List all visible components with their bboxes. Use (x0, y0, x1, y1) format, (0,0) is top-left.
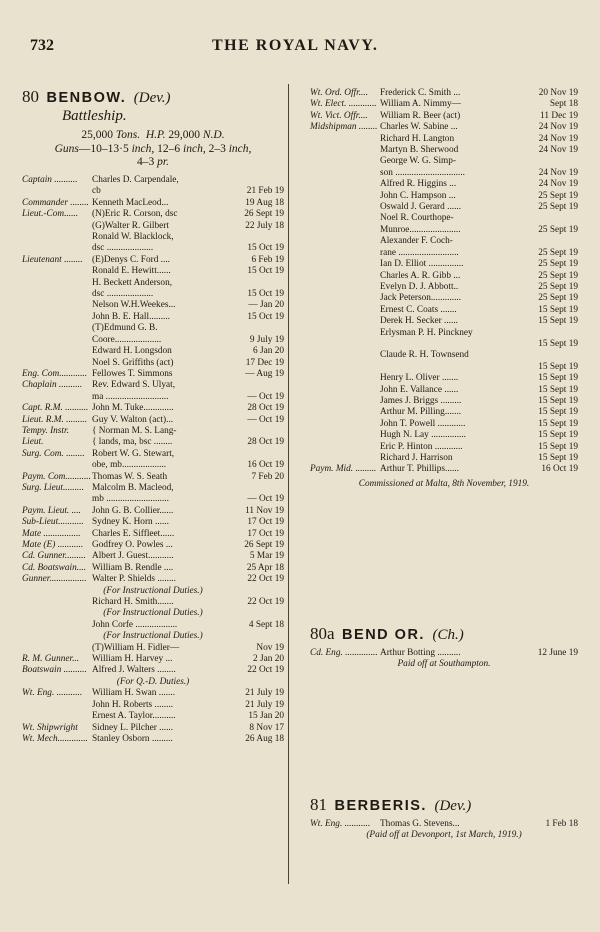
officer-entry (310, 111, 578, 122)
officer-entry (22, 734, 284, 745)
officer-name: Malcolm B. Macleod, (92, 482, 174, 493)
officer-rank: Wt. Shipwright (22, 722, 78, 733)
officer-name: George W. G. Simp- (380, 156, 457, 167)
seniority-date: 4 Sept 18 (248, 619, 284, 630)
officer-name: Alexander F. Coch- (380, 236, 453, 247)
duty-note: (For Q.-D. Duties.) (116, 676, 190, 687)
seniority-date: Nov 19 (256, 642, 284, 653)
officer-rank: Wt. Ord. Offr.... (310, 88, 369, 98)
seniority-date: 26 Sept 19 (244, 209, 284, 220)
officer-name: Edward H. Longsdon (92, 346, 172, 357)
officer-entry (310, 419, 578, 430)
duty-note: (For Instructional Duties.) (103, 608, 203, 619)
ship-number: 80 (22, 87, 39, 106)
officer-entry (22, 437, 284, 448)
officer-name: Charles D. Carpendale, (92, 175, 179, 185)
page-number: 732 (30, 37, 54, 54)
officer-entry (22, 449, 284, 460)
officer-rank: R. M. Gunner... (22, 654, 80, 665)
officer-list (310, 648, 578, 659)
seniority-date: 25 Sept 19 (538, 270, 578, 281)
seniority-date: 24 Nov 19 (538, 122, 578, 133)
officer-name: Albert J. Guest........... (92, 551, 174, 562)
officer-entry (310, 430, 578, 441)
seniority-date: 15 Oct 19 (247, 289, 284, 300)
officer-rank: Lieut. (22, 437, 44, 448)
officer-entry (22, 243, 284, 254)
officer-name: Stanley Osborn ......... (92, 733, 173, 744)
officer-name: Richard H. Smith....... (92, 597, 174, 608)
seniority-date: 15 Sept 19 (538, 316, 578, 327)
seniority-date: 7 Feb 20 (251, 471, 284, 482)
officer-name: (E)Denys C. Ford .... (92, 254, 170, 265)
officer-name: Ronald E. Hewitt...... (92, 266, 171, 277)
officer-name: (T)Edmund G. B. (92, 323, 158, 334)
officer-entry (310, 293, 578, 304)
officer-name: John E. Vallance ...... (380, 384, 459, 395)
seniority-date: 26 Sept 19 (244, 540, 284, 550)
officer-entry (22, 300, 284, 311)
officer-rank: Paym. Mid. ......... (310, 464, 377, 475)
officer-entry (22, 346, 284, 357)
seniority-date: 16 Oct 19 (247, 460, 284, 471)
officer-entry (310, 819, 578, 830)
officer-name: (G)Walter R. Gilbert (92, 220, 169, 231)
officer-entry (310, 122, 578, 133)
officer-entry (22, 392, 284, 403)
seniority-date: 15 Sept 19 (538, 361, 578, 372)
benbow-left-column (22, 88, 284, 745)
officer-rank: Cd. Boatswain.... (22, 562, 87, 573)
officer-entry (22, 278, 284, 289)
officer-name: ma ........................... (92, 391, 169, 402)
seniority-date: 15 Sept 19 (538, 395, 578, 406)
officer-name: { lands, ma, bsc ........ (92, 437, 173, 448)
seniority-date: 2 Jan 20 (253, 654, 284, 665)
officer-name: Sidney L. Pilcher ...... (92, 722, 174, 733)
officer-name: Noel R. Courthope- (380, 213, 454, 224)
officer-rank: Chaplain .......... (22, 380, 83, 391)
officer-entry (22, 551, 284, 562)
seniority-date: 6 Jan 20 (253, 346, 284, 357)
officer-entry (22, 198, 284, 209)
seniority-date: 22 Oct 19 (247, 597, 284, 608)
ship-guns: Guns—10–13·5 inch, 12–6 inch, 2–3 inch, 4–3 pr. (54, 143, 252, 168)
officer-name: mb ........................... (92, 494, 169, 505)
seniority-date: 24 Nov 19 (538, 179, 578, 190)
seniority-date: 1 Feb 18 (545, 819, 578, 829)
officer-rank: Surg. Lieut......... (22, 482, 84, 493)
officer-entry (310, 134, 578, 145)
seniority-date: 24 Nov 19 (538, 133, 578, 144)
ship-heading-benbow (22, 88, 284, 107)
officer-rank: Mate ................ (22, 528, 81, 539)
officer-rank: Gunner................ (22, 574, 87, 585)
officer-rank: Eng. Com............ (22, 368, 88, 379)
officer-entry (22, 209, 284, 220)
column-divider (288, 84, 289, 884)
officer-name: Kenneth MacLeod... (92, 197, 169, 208)
seniority-date: 15 Oct 19 (247, 243, 284, 254)
ship-heading-berberis: 81 BERBERIS. (Dev.) (310, 795, 472, 814)
officer-rank: Capt. R.M. .......... (22, 403, 89, 414)
officer-entry (310, 236, 578, 247)
officer-entry (310, 168, 578, 179)
officer-entry (22, 620, 284, 631)
seniority-date: 11 Nov 19 (245, 505, 284, 516)
seniority-date: 15 Sept 19 (538, 441, 578, 452)
officer-entry (310, 248, 578, 259)
seniority-date: 15 Sept 19 (538, 338, 578, 349)
officer-list-continued (310, 88, 578, 476)
officer-entry (310, 259, 578, 270)
seniority-date: 25 Sept 19 (538, 293, 578, 304)
officer-name: Thomas W. S. Seath (92, 471, 168, 482)
seniority-date: 12 June 19 (537, 648, 578, 658)
ship-class: (Dev.) (133, 90, 171, 106)
officer-entry (22, 415, 284, 426)
officer-name: Derek H. Secker ...... (380, 316, 458, 327)
seniority-date: 25 Sept 19 (538, 259, 578, 270)
ship-heading-bend-or: 80a BEND OR. (Ch.) (310, 624, 464, 643)
officer-entry (310, 407, 578, 418)
duty-note: (For Instructional Duties.) (103, 585, 203, 596)
seniority-date: Sept 18 (549, 99, 578, 110)
officer-entry (310, 88, 578, 99)
officer-entry (310, 396, 578, 407)
officer-rank: Commander ........ (22, 197, 89, 208)
ship-note: (Paid off at Devonport, 1st March, 1919.) (366, 830, 522, 841)
seniority-date: 25 Sept 19 (538, 247, 578, 258)
seniority-date: 6 Feb 19 (251, 254, 284, 265)
officer-rank: Wt. Mech............. (22, 733, 88, 744)
officer-list (310, 819, 578, 830)
officer-name: dsc .................... (92, 289, 154, 300)
officer-entry (22, 255, 284, 266)
officer-name: (T)William H. Fidler— (92, 642, 180, 653)
officer-entry (310, 202, 578, 213)
officer-rank: Captain .......... (22, 175, 78, 185)
officer-rank: Surg. Com. ........ (22, 448, 85, 459)
seniority-date: 21 July 19 (245, 688, 284, 699)
officer-rank: Midshipman ........ (310, 122, 378, 133)
officer-name: Arthur M. Pilling....... (380, 407, 462, 418)
officer-name: Richard J. Harrison (380, 453, 453, 463)
seniority-date: 15 Jan 20 (248, 711, 284, 722)
officer-name: Thomas G. Stevens... (380, 819, 460, 829)
officer-rank: Wt. Vict. Offr.... (310, 110, 368, 121)
officer-entry (310, 225, 578, 236)
seniority-date: 17 Oct 19 (247, 517, 284, 528)
officer-entry (22, 723, 284, 734)
officer-name: Henry L. Oliver ....... (380, 373, 459, 384)
officer-name: Jack Peterson............. (380, 293, 462, 304)
officer-entry (310, 191, 578, 202)
officer-entry (22, 540, 284, 551)
officer-name: John G. B. Collier...... (92, 505, 174, 516)
seniority-date: 28 Oct 19 (247, 403, 284, 414)
officer-name: H. Beckett Anderson, (92, 277, 173, 288)
officer-name: son .............................. (380, 167, 465, 178)
officer-name: John Corfe .................. (92, 619, 178, 630)
seniority-date: — Oct 19 (247, 391, 284, 402)
seniority-date: 28 Oct 19 (247, 437, 284, 448)
officer-entry (22, 483, 284, 494)
officer-entry (310, 282, 578, 293)
officer-name: William H. Swan ....... (92, 688, 176, 699)
seniority-date: 15 Sept 19 (538, 453, 578, 463)
seniority-date: 25 Sept 19 (538, 202, 578, 213)
officer-entry (310, 373, 578, 384)
seniority-date: 21 July 19 (245, 699, 284, 710)
officer-name: William H. Harvey ... (92, 654, 173, 665)
officer-entry (310, 385, 578, 396)
seniority-date: 8 Nov 17 (249, 722, 284, 733)
seniority-date: 15 Sept 19 (538, 430, 578, 441)
officer-rank: Lieutenant ........ (22, 254, 83, 265)
officer-entry (310, 213, 578, 224)
seniority-date: 24 Nov 19 (538, 167, 578, 178)
officer-rank: Lieut. R.M. ......... (22, 414, 88, 425)
officer-name: Eric P. Hinton ............ (380, 441, 463, 452)
officer-name: Noel S. Griffiths (act) (92, 357, 174, 368)
seniority-date: 25 Sept 19 (538, 281, 578, 292)
officer-name: Guy V. Walton (act)... (92, 414, 174, 425)
officer-entry (310, 464, 578, 475)
officer-name: Hugh N. Lay ............... (380, 430, 466, 441)
officer-list (22, 175, 284, 745)
officer-name: William R. Beer (act) (380, 110, 461, 121)
officer-name: William B. Rendle .... (92, 562, 174, 573)
officer-name: Arthur Botting .......... (380, 648, 461, 658)
seniority-date: 15 Sept 19 (538, 304, 578, 315)
officer-rank: Cd. Gunner......... (22, 551, 86, 562)
officer-entry (22, 665, 284, 676)
officer-entry (310, 156, 578, 167)
seniority-date: — Jan 20 (248, 300, 284, 311)
officer-name: Rev. Edward S. Ulyat, (92, 380, 176, 391)
officer-name: Evelyn D. J. Abbott.. (380, 281, 459, 292)
seniority-date: 15 Sept 19 (538, 418, 578, 429)
officer-name: (N)Eric R. Corson, dsc (92, 209, 178, 220)
seniority-date: 19 Aug 18 (245, 197, 284, 208)
officer-name: Erlysman P. H. Pinckney (380, 327, 473, 338)
officer-name: John B. E. Hall......... (92, 311, 170, 322)
officer-rank: Sub-Lieut........... (22, 517, 84, 528)
ship-note: Paid off at Southampton. (397, 659, 491, 670)
officer-name: Ian D. Elliot ............... (380, 259, 464, 270)
officer-entry (22, 506, 284, 517)
officer-name: rane .......................... (380, 247, 459, 258)
officer-name: Fellowes T. Simmons (92, 368, 173, 379)
officer-name: Charles W. Sabine ... (380, 122, 458, 133)
officer-entry (22, 335, 284, 346)
seniority-date: 24 Nov 19 (538, 145, 578, 156)
ship-name: BENBOW. (46, 90, 127, 106)
commission-note: Commissioned at Malta, 8th November, 1919. (358, 478, 530, 489)
seniority-date: 15 Oct 19 (247, 266, 284, 277)
seniority-date: 5 Mar 19 (249, 551, 284, 562)
officer-entry (310, 179, 578, 190)
seniority-date: 15 Oct 19 (247, 311, 284, 322)
seniority-date: 15 Sept 19 (538, 384, 578, 395)
seniority-date: 22 July 18 (245, 220, 284, 231)
officer-name: Walter P. Shields ........ (92, 574, 176, 585)
officer-entry (310, 648, 578, 659)
officer-entry (22, 688, 284, 699)
seniority-date: 21 Feb 19 (246, 186, 284, 197)
officer-entry (22, 369, 284, 380)
officer-name: Arthur T. Phillips...... (380, 464, 459, 475)
officer-name: Frederick C. Smith ... (380, 88, 461, 98)
officer-name: Godfrey O. Powles ... (92, 540, 173, 550)
officer-entry (22, 175, 284, 186)
seniority-date: 25 Sept 19 (538, 190, 578, 201)
officer-name: Alfred R. Higgins ... (380, 179, 457, 190)
seniority-date: 20 Nov 19 (538, 88, 578, 98)
officer-name: Ernest A. Taylor.......... (92, 711, 176, 722)
officer-entry (22, 266, 284, 277)
officer-entry (22, 711, 284, 722)
benbow-right-column (310, 88, 578, 490)
officer-rank: Wt. Eng. ........... (310, 819, 371, 829)
seniority-date: 25 Apr 18 (246, 562, 284, 573)
officer-name: Charles E. Siffleet...... (92, 528, 175, 539)
officer-entry (310, 316, 578, 327)
officer-entry (22, 517, 284, 528)
officer-name: Munroe...................... (380, 224, 461, 235)
officer-entry (22, 494, 284, 505)
officer-entry (310, 453, 578, 464)
officer-name: Charles A. R. Gibb ... (380, 270, 461, 281)
officer-entry (22, 574, 284, 585)
officer-entry (310, 362, 578, 373)
officer-name: Richard H. Langton (380, 133, 455, 144)
officer-entry (22, 186, 284, 197)
officer-entry (22, 654, 284, 665)
officer-entry (22, 700, 284, 711)
officer-rank: Boatswain .......... (22, 665, 87, 676)
officer-entry (22, 563, 284, 574)
officer-entry (310, 350, 578, 361)
officer-entry (310, 339, 578, 350)
officer-entry (22, 472, 284, 483)
seniority-date: 9 July 19 (249, 334, 284, 345)
officer-name: John H. Roberts ........ (92, 699, 174, 710)
officer-entry (310, 442, 578, 453)
officer-rank: Wt. Eng. ........... (22, 688, 83, 699)
officer-name: Ernest C. Coats ....... (380, 304, 457, 315)
officer-entry (310, 145, 578, 156)
seniority-date: 16 Oct 19 (541, 464, 578, 475)
ship-type: Battleship. (62, 108, 127, 124)
officer-name: dsc .................... (92, 243, 154, 254)
officer-name: Claude R. H. Townsend (380, 350, 469, 361)
officer-rank: Paym. Com........... (22, 471, 91, 482)
seniority-date: 15 Sept 19 (538, 373, 578, 384)
officer-entry (310, 99, 578, 110)
officer-name: James J. Briggs ......... (380, 395, 462, 406)
officer-name: Coore.................... (92, 334, 162, 345)
officer-rank: Tempy. Instr. (22, 425, 69, 436)
officer-name: John C. Hampson ... (380, 190, 456, 201)
officer-name: Nelson W.H.Weekes... (92, 300, 176, 311)
seniority-date: — Aug 19 (245, 368, 284, 379)
officer-entry (310, 305, 578, 316)
officer-rank: Paym. Lieut. .... (22, 505, 81, 516)
officer-rank: Wt. Elect. ............ (310, 99, 377, 110)
officer-rank: Lieut.-Com...... (22, 209, 79, 220)
seniority-date: 22 Oct 19 (247, 574, 284, 585)
section-bend-or (310, 625, 578, 671)
seniority-date: — Oct 19 (247, 414, 284, 425)
officer-entry (22, 460, 284, 471)
officer-entry (22, 312, 284, 323)
seniority-date: — Oct 19 (247, 494, 284, 505)
seniority-date: 11 Dec 19 (540, 110, 578, 121)
officer-name: Martyn B. Sherwood (380, 145, 459, 156)
officer-entry (22, 403, 284, 414)
running-head: THE ROYAL NAVY. (212, 37, 379, 54)
seniority-date: 15 Sept 19 (538, 407, 578, 418)
officer-name: John T. Powell ............ (380, 418, 466, 429)
seniority-date: 17 Oct 19 (247, 528, 284, 539)
officer-entry (22, 643, 284, 654)
officer-entry (22, 323, 284, 334)
officer-rank: Cd. Eng. .............. (310, 648, 378, 658)
officer-entry (22, 597, 284, 608)
officer-entry (310, 328, 578, 339)
officer-name: Robert W. G. Stewart, (92, 448, 175, 459)
officer-rank: Mate (E) ........... (22, 540, 84, 550)
officer-name: Oswald J. Gerard ...... (380, 202, 462, 213)
officer-entry (22, 380, 284, 391)
ship-dimensions: 25,000 Tons. H.P. 29,000 N.D. (81, 129, 225, 141)
officer-name: Ronald W. Blacklock, (92, 232, 174, 243)
officer-name: John M. Tuke............. (92, 403, 174, 414)
section-berberis (310, 796, 578, 842)
officer-entry (22, 358, 284, 369)
officer-name: { Norman M. S. Lang- (92, 425, 177, 436)
officer-entry (22, 289, 284, 300)
officer-entry (22, 221, 284, 232)
officer-name: cb (92, 186, 101, 197)
seniority-date: 22 Oct 19 (247, 665, 284, 676)
seniority-date: 17 Dec 19 (245, 357, 284, 368)
duty-note: (For Instructional Duties.) (103, 631, 203, 642)
officer-entry (22, 232, 284, 243)
officer-entry (310, 271, 578, 282)
officer-name: William A. Nimmy— (380, 99, 461, 110)
seniority-date: 25 Sept 19 (538, 224, 578, 235)
officer-name: Sydney K. Horn ...... (92, 517, 169, 528)
officer-entry (22, 426, 284, 437)
seniority-date: 26 Aug 18 (245, 733, 284, 744)
officer-entry (22, 529, 284, 540)
officer-name: obe, mb................... (92, 460, 167, 471)
officer-name: Alfred J. Walters ........ (92, 665, 176, 676)
